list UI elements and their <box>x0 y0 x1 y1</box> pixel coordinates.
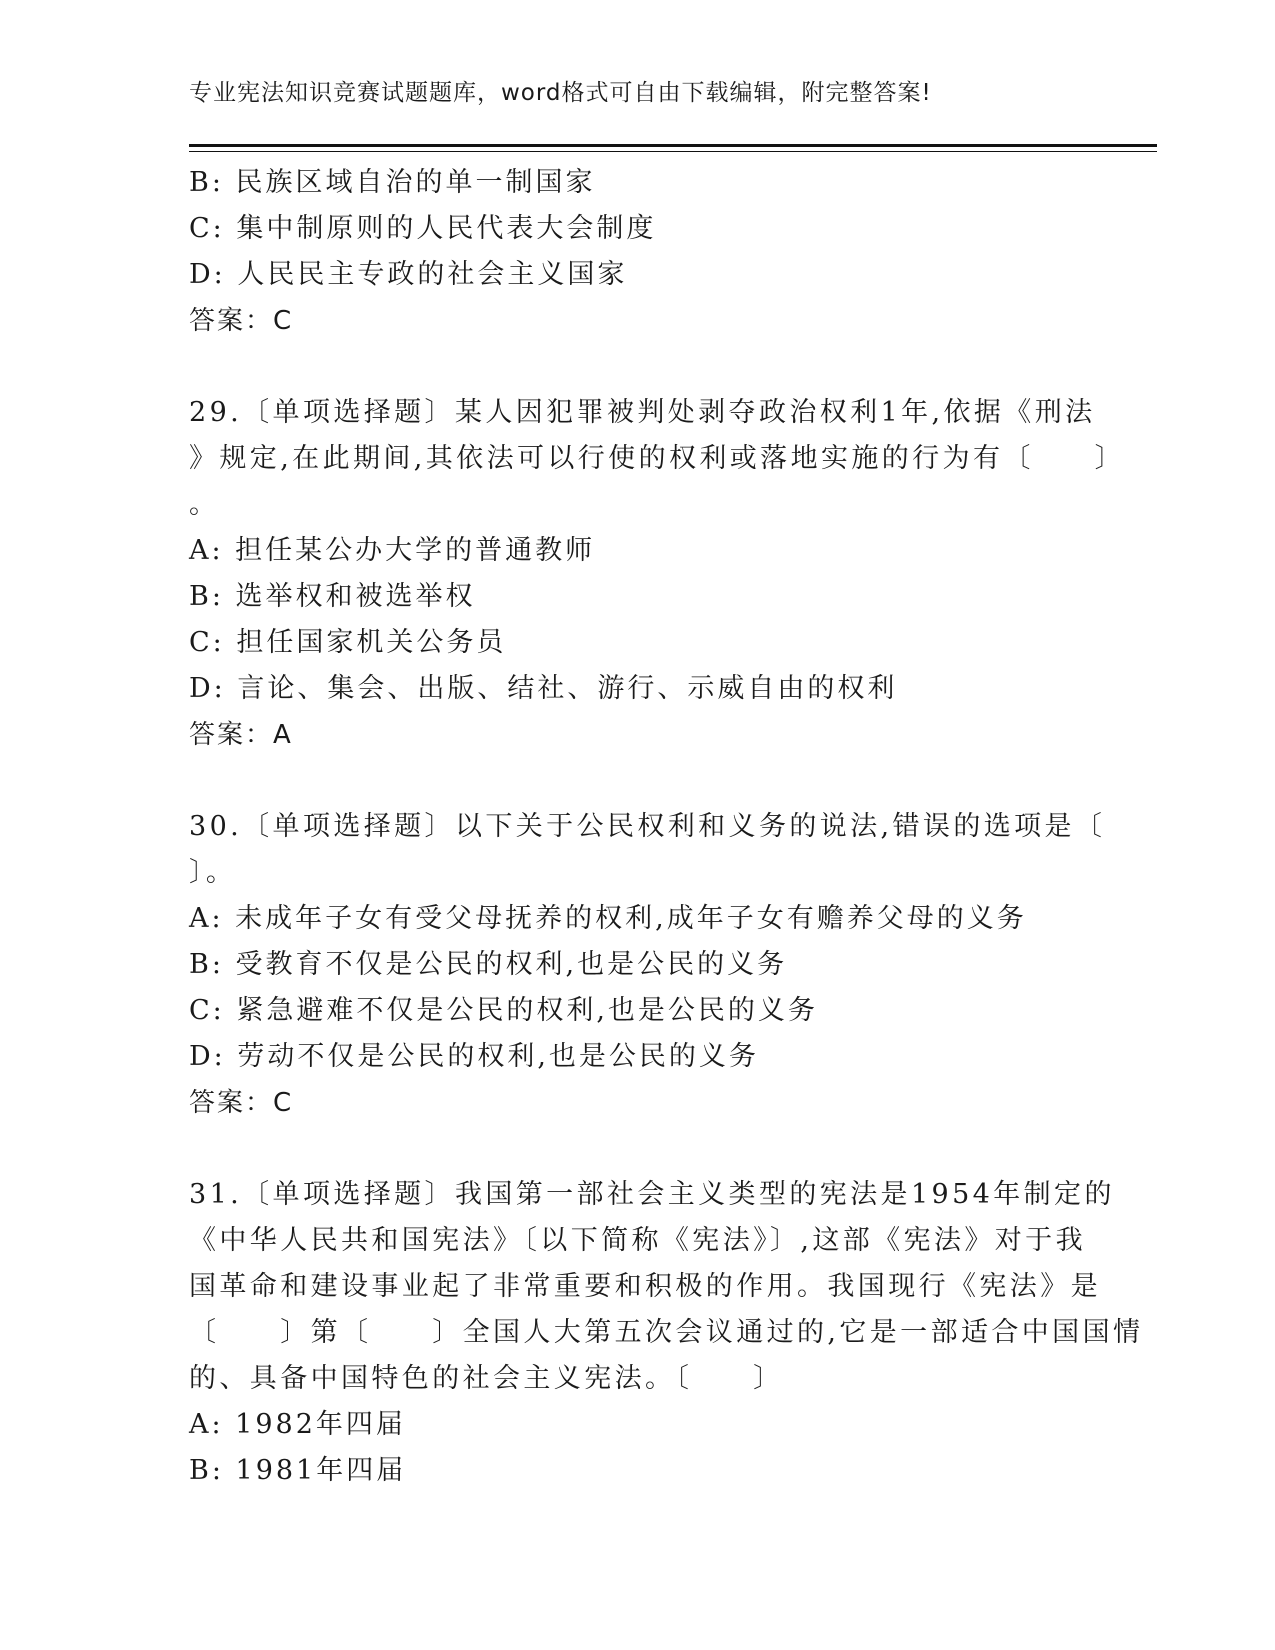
option-a: A: 担任某公办大学的普通教师 <box>189 535 596 566</box>
option-c: C: 担任国家机关公务员 <box>189 627 507 658</box>
answer-line: 答案：A <box>189 720 293 750</box>
option-b: B: 民族区域自治的单一制国家 <box>189 167 596 198</box>
option-b: B: 受教育不仅是公民的权利,也是公民的义务 <box>189 949 788 980</box>
question-stem-line: 。 <box>189 489 220 520</box>
document-body <box>189 160 1144 1494</box>
question-stem-line: 》规定,在此期间,其依法可以行使的权利或落地实施的行为有〔 〕 <box>189 443 1125 474</box>
question-stem-line: 30.〔单项选择题〕以下关于公民权利和义务的说法,错误的选项是〔 <box>189 811 1106 842</box>
header-rule-thin <box>189 151 1157 152</box>
option-a: A: 未成年子女有受父母抚养的权利,成年子女有赡养父母的义务 <box>189 903 1027 934</box>
question-stem-line: 〕。 <box>189 857 237 888</box>
option-a: A: 1982年四届 <box>189 1409 406 1440</box>
option-d: D: 言论、集会、出版、结社、游行、示威自由的权利 <box>189 673 898 704</box>
question-stem-line: 31.〔单项选择题〕我国第一部社会主义类型的宪法是1954年制定的 <box>189 1179 1115 1210</box>
option-b: B: 选举权和被选举权 <box>189 581 476 612</box>
option-d: D: 人民民主专政的社会主义国家 <box>189 259 628 290</box>
page-header: 专业宪法知识竞赛试题题库，word格式可自由下载编辑，附完整答案! <box>189 80 932 106</box>
option-b: B: 1981年四届 <box>189 1455 407 1486</box>
question-28-continued <box>189 160 1089 344</box>
question-stem-line: 《中华人民共和国宪法》〔以下简称《宪法》〕,这部《宪法》对于我 <box>189 1225 1086 1256</box>
answer-line: 答案：C <box>189 306 294 336</box>
question-stem-line: 的、具备中国特色的社会主义宪法。〔 〕 <box>189 1363 784 1394</box>
option-c: C: 集中制原则的人民代表大会制度 <box>189 213 657 244</box>
question-30 <box>189 804 1106 1126</box>
option-d: D: 劳动不仅是公民的权利,也是公民的义务 <box>189 1041 759 1072</box>
question-29 <box>189 390 1125 758</box>
question-31 <box>189 1172 1144 1494</box>
header-rule-thick <box>189 144 1157 147</box>
question-stem-line: 29.〔单项选择题〕某人因犯罪被判处剥夺政治权利1年,依据《刑法 <box>189 397 1096 428</box>
option-c: C: 紧急避难不仅是公民的权利,也是公民的义务 <box>189 995 818 1026</box>
question-stem-line: 〔 〕第〔 〕全国人大第五次会议通过的,它是一部适合中国国情 <box>189 1317 1144 1348</box>
answer-line: 答案：C <box>189 1088 294 1118</box>
question-stem-line: 国革命和建设事业起了非常重要和积极的作用。我国现行《宪法》是 <box>189 1271 1101 1302</box>
